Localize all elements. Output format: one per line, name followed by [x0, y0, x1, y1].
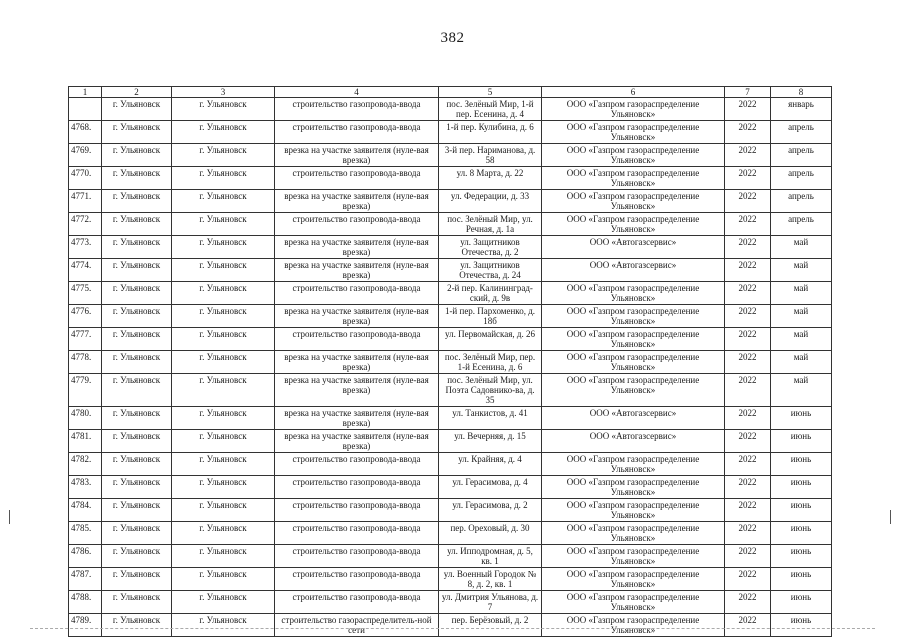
table-row	[69, 236, 832, 259]
work-type-cell: врезка на участке заявителя (нуле-вая врезка)	[275, 236, 439, 259]
organization-cell: ООО «Газпром газораспределение Ульяновск»	[542, 591, 725, 614]
work-type-cell: строительство газопровода-ввода	[275, 568, 439, 591]
row-number	[69, 98, 102, 121]
settlement-cell: г. Ульяновск	[172, 568, 275, 591]
row-number: 4783.	[69, 476, 102, 499]
column-header: 3	[172, 87, 275, 98]
row-number: 4778.	[69, 351, 102, 374]
municipality-cell: г. Ульяновск	[102, 568, 172, 591]
work-type-cell: строительство газораспределитель-ной сети	[275, 614, 439, 637]
organization-cell: ООО «Газпром газораспределение Ульяновск»	[542, 522, 725, 545]
address-cell: ул. 8 Марта, д. 22	[439, 167, 542, 190]
address-cell: пос. Зелёный Мир, ул. Поэта Садовнико-ва, д. 35	[439, 374, 542, 407]
year-cell: 2022	[725, 98, 771, 121]
table-row	[69, 351, 832, 374]
month-cell: май	[771, 305, 832, 328]
year-cell: 2022	[725, 167, 771, 190]
municipality-cell: г. Ульяновск	[102, 328, 172, 351]
table-row	[69, 614, 832, 637]
work-type-cell: строительство газопровода-ввода	[275, 476, 439, 499]
row-number: 4779.	[69, 374, 102, 407]
month-cell: апрель	[771, 167, 832, 190]
table-row	[69, 213, 832, 236]
municipality-cell: г. Ульяновск	[102, 121, 172, 144]
municipality-cell: г. Ульяновск	[102, 522, 172, 545]
table-row	[69, 568, 832, 591]
organization-cell: ООО «Газпром газораспределение Ульяновск»	[542, 374, 725, 407]
row-number: 4789.	[69, 614, 102, 637]
year-cell: 2022	[725, 430, 771, 453]
settlement-cell: г. Ульяновск	[172, 121, 275, 144]
settlement-cell: г. Ульяновск	[172, 351, 275, 374]
month-cell: июнь	[771, 499, 832, 522]
municipality-cell: г. Ульяновск	[102, 614, 172, 637]
settlement-cell: г. Ульяновск	[172, 305, 275, 328]
municipality-cell: г. Ульяновск	[102, 591, 172, 614]
row-number: 4780.	[69, 407, 102, 430]
table-row	[69, 305, 832, 328]
table-row	[69, 430, 832, 453]
month-cell: апрель	[771, 121, 832, 144]
organization-cell: ООО «Газпром газораспределение Ульяновск»	[542, 213, 725, 236]
municipality-cell: г. Ульяновск	[102, 282, 172, 305]
organization-cell: ООО «Газпром газораспределение Ульяновск»	[542, 144, 725, 167]
page-number: 382	[440, 30, 465, 46]
settlement-cell: г. Ульяновск	[172, 213, 275, 236]
work-type-cell: строительство газопровода-ввода	[275, 499, 439, 522]
month-cell: июнь	[771, 476, 832, 499]
row-number: 4770.	[69, 167, 102, 190]
work-type-cell: строительство газопровода-ввода	[275, 167, 439, 190]
municipality-cell: г. Ульяновск	[102, 499, 172, 522]
table-row	[69, 121, 832, 144]
address-cell: пер. Ореховый, д. 30	[439, 522, 542, 545]
table-row	[69, 282, 832, 305]
month-cell: апрель	[771, 213, 832, 236]
left-margin-mark	[9, 510, 10, 524]
row-number: 4773.	[69, 236, 102, 259]
month-cell: июнь	[771, 522, 832, 545]
work-type-cell: строительство газопровода-ввода	[275, 545, 439, 568]
year-cell: 2022	[725, 476, 771, 499]
table-row	[69, 591, 832, 614]
month-cell: май	[771, 328, 832, 351]
row-number: 4771.	[69, 190, 102, 213]
year-cell: 2022	[725, 591, 771, 614]
address-cell: 3-й пер. Нариманова, д. 58	[439, 144, 542, 167]
month-cell: май	[771, 259, 832, 282]
row-number: 4769.	[69, 144, 102, 167]
organization-cell: ООО «Газпром газораспределение Ульяновск»	[542, 282, 725, 305]
year-cell: 2022	[725, 282, 771, 305]
settlement-cell: г. Ульяновск	[172, 430, 275, 453]
month-cell: июнь	[771, 407, 832, 430]
column-header: 4	[275, 87, 439, 98]
work-type-cell: строительство газопровода-ввода	[275, 453, 439, 476]
municipality-cell: г. Ульяновск	[102, 236, 172, 259]
table-row	[69, 476, 832, 499]
row-number: 4781.	[69, 430, 102, 453]
settlement-cell: г. Ульяновск	[172, 374, 275, 407]
work-type-cell: строительство газопровода-ввода	[275, 328, 439, 351]
column-header: 1	[69, 87, 102, 98]
address-cell: пос. Зелёный Мир, 1-й пер. Есенина, д. 4	[439, 98, 542, 121]
table-row	[69, 407, 832, 430]
table-row	[69, 499, 832, 522]
address-cell: 2-й пер. Калининград-ский, д. 9в	[439, 282, 542, 305]
month-cell: июнь	[771, 591, 832, 614]
row-number: 4777.	[69, 328, 102, 351]
organization-cell: ООО «Газпром газораспределение Ульяновск»	[542, 190, 725, 213]
year-cell: 2022	[725, 374, 771, 407]
table-row	[69, 374, 832, 407]
settlement-cell: г. Ульяновск	[172, 499, 275, 522]
organization-cell: ООО «Газпром газораспределение Ульяновск»	[542, 98, 725, 121]
organization-cell: ООО «Газпром газораспределение Ульяновск»	[542, 328, 725, 351]
table-header-row	[69, 87, 832, 98]
settlement-cell: г. Ульяновск	[172, 282, 275, 305]
settlement-cell: г. Ульяновск	[172, 328, 275, 351]
address-cell: ул. Федерации, д. 33	[439, 190, 542, 213]
right-margin-mark	[890, 510, 891, 524]
year-cell: 2022	[725, 522, 771, 545]
table-row	[69, 144, 832, 167]
address-cell: 1-й пер. Кулибина, д. 6	[439, 121, 542, 144]
row-number: 4776.	[69, 305, 102, 328]
year-cell: 2022	[725, 453, 771, 476]
settlement-cell: г. Ульяновск	[172, 190, 275, 213]
settlement-cell: г. Ульяновск	[172, 614, 275, 637]
municipality-cell: г. Ульяновск	[102, 476, 172, 499]
organization-cell: ООО «Автогазсервис»	[542, 236, 725, 259]
organization-cell: ООО «Газпром газораспределение Ульяновск»	[542, 453, 725, 476]
address-cell: ул. Защитников Отечества, д. 2	[439, 236, 542, 259]
address-cell: ул. Дмитрия Ульянова, д. 7	[439, 591, 542, 614]
address-cell: ул. Защитников Отечества, д. 24	[439, 259, 542, 282]
month-cell: май	[771, 236, 832, 259]
address-cell: пос. Зелёный Мир, ул. Речная, д. 1а	[439, 213, 542, 236]
year-cell: 2022	[725, 499, 771, 522]
column-header: 6	[542, 87, 725, 98]
organization-cell: ООО «Автогазсервис»	[542, 430, 725, 453]
municipality-cell: г. Ульяновск	[102, 545, 172, 568]
table-row	[69, 98, 832, 121]
year-cell: 2022	[725, 305, 771, 328]
organization-cell: ООО «Газпром газораспределение Ульяновск»	[542, 568, 725, 591]
municipality-cell: г. Ульяновск	[102, 144, 172, 167]
work-type-cell: строительство газопровода-ввода	[275, 591, 439, 614]
address-cell: ул. Крайняя, д. 4	[439, 453, 542, 476]
settlement-cell: г. Ульяновск	[172, 144, 275, 167]
year-cell: 2022	[725, 259, 771, 282]
organization-cell: ООО «Автогазсервис»	[542, 407, 725, 430]
work-type-cell: врезка на участке заявителя (нуле-вая врезка)	[275, 351, 439, 374]
table-row	[69, 259, 832, 282]
address-cell: ул. Танкистов, д. 41	[439, 407, 542, 430]
column-header: 5	[439, 87, 542, 98]
work-type-cell: строительство газопровода-ввода	[275, 98, 439, 121]
year-cell: 2022	[725, 121, 771, 144]
municipality-cell: г. Ульяновск	[102, 190, 172, 213]
month-cell: май	[771, 374, 832, 407]
work-type-cell: врезка на участке заявителя (нуле-вая врезка)	[275, 190, 439, 213]
organization-cell: ООО «Газпром газораспределение Ульяновск»	[542, 167, 725, 190]
municipality-cell: г. Ульяновск	[102, 351, 172, 374]
month-cell: апрель	[771, 190, 832, 213]
year-cell: 2022	[725, 144, 771, 167]
organization-cell: ООО «Газпром газораспределение Ульяновск»	[542, 545, 725, 568]
address-cell: ул. Вечерняя, д. 15	[439, 430, 542, 453]
table-row	[69, 190, 832, 213]
table-row	[69, 545, 832, 568]
municipality-cell: г. Ульяновск	[102, 374, 172, 407]
year-cell: 2022	[725, 213, 771, 236]
municipality-cell: г. Ульяновск	[102, 453, 172, 476]
year-cell: 2022	[725, 236, 771, 259]
row-number: 4772.	[69, 213, 102, 236]
row-number: 4786.	[69, 545, 102, 568]
column-header: 8	[771, 87, 832, 98]
month-cell: июнь	[771, 568, 832, 591]
table-row	[69, 167, 832, 190]
municipality-cell: г. Ульяновск	[102, 167, 172, 190]
organization-cell: ООО «Газпром газораспределение Ульяновск»	[542, 305, 725, 328]
organization-cell: ООО «Автогазсервис»	[542, 259, 725, 282]
organization-cell: ООО «Газпром газораспределение Ульяновск»	[542, 614, 725, 637]
year-cell: 2022	[725, 614, 771, 637]
settlement-cell: г. Ульяновск	[172, 236, 275, 259]
address-cell: 1-й пер. Пархоменко, д. 18б	[439, 305, 542, 328]
municipality-cell: г. Ульяновск	[102, 305, 172, 328]
month-cell: июнь	[771, 430, 832, 453]
address-cell: ул. Герасимова, д. 2	[439, 499, 542, 522]
row-number: 4787.	[69, 568, 102, 591]
column-header: 7	[725, 87, 771, 98]
address-cell: ул. Первомайская, д. 26	[439, 328, 542, 351]
month-cell: май	[771, 282, 832, 305]
row-number: 4775.	[69, 282, 102, 305]
settlement-cell: г. Ульяновск	[172, 522, 275, 545]
work-type-cell: врезка на участке заявителя (нуле-вая врезка)	[275, 374, 439, 407]
year-cell: 2022	[725, 190, 771, 213]
work-type-cell: врезка на участке заявителя (нуле-вая врезка)	[275, 407, 439, 430]
work-type-cell: врезка на участке заявителя (нуле-вая врезка)	[275, 259, 439, 282]
settlement-cell: г. Ульяновск	[172, 259, 275, 282]
settlement-cell: г. Ульяновск	[172, 407, 275, 430]
municipality-cell: г. Ульяновск	[102, 213, 172, 236]
bottom-edge-rule	[30, 628, 875, 629]
table-row	[69, 522, 832, 545]
column-header: 2	[102, 87, 172, 98]
year-cell: 2022	[725, 351, 771, 374]
organization-cell: ООО «Газпром газораспределение Ульяновск»	[542, 499, 725, 522]
address-cell: ул. Ипподромная, д. 5, кв. 1	[439, 545, 542, 568]
work-type-cell: врезка на участке заявителя (нуле-вая врезка)	[275, 305, 439, 328]
month-cell: апрель	[771, 144, 832, 167]
settlement-cell: г. Ульяновск	[172, 591, 275, 614]
year-cell: 2022	[725, 328, 771, 351]
month-cell: июнь	[771, 614, 832, 637]
month-cell: июнь	[771, 545, 832, 568]
table-row	[69, 453, 832, 476]
work-type-cell: врезка на участке заявителя (нуле-вая врезка)	[275, 144, 439, 167]
settlement-cell: г. Ульяновск	[172, 98, 275, 121]
municipality-cell: г. Ульяновск	[102, 259, 172, 282]
table-body	[69, 98, 832, 637]
table-row	[69, 328, 832, 351]
year-cell: 2022	[725, 407, 771, 430]
work-type-cell: строительство газопровода-ввода	[275, 522, 439, 545]
municipality-cell: г. Ульяновск	[102, 407, 172, 430]
municipality-cell: г. Ульяновск	[102, 430, 172, 453]
year-cell: 2022	[725, 568, 771, 591]
row-number: 4785.	[69, 522, 102, 545]
work-type-cell: строительство газопровода-ввода	[275, 213, 439, 236]
settlement-cell: г. Ульяновск	[172, 476, 275, 499]
settlement-cell: г. Ульяновск	[172, 453, 275, 476]
row-number: 4788.	[69, 591, 102, 614]
month-cell: июнь	[771, 453, 832, 476]
organization-cell: ООО «Газпром газораспределение Ульяновск»	[542, 476, 725, 499]
work-type-cell: строительство газопровода-ввода	[275, 282, 439, 305]
municipality-cell: г. Ульяновск	[102, 98, 172, 121]
address-cell: ул. Военный Городок № 8, д. 2, кв. 1	[439, 568, 542, 591]
work-type-cell: врезка на участке заявителя (нуле-вая врезка)	[275, 430, 439, 453]
settlement-cell: г. Ульяновск	[172, 167, 275, 190]
settlement-cell: г. Ульяновск	[172, 545, 275, 568]
row-number: 4782.	[69, 453, 102, 476]
row-number: 4784.	[69, 499, 102, 522]
organization-cell: ООО «Газпром газораспределение Ульяновск»	[542, 351, 725, 374]
address-cell: пер. Берёзовый, д. 2	[439, 614, 542, 637]
month-cell: январь	[771, 98, 832, 121]
organization-cell: ООО «Газпром газораспределение Ульяновск»	[542, 121, 725, 144]
row-number: 4768.	[69, 121, 102, 144]
address-cell: ул. Герасимова, д. 4	[439, 476, 542, 499]
address-cell: пос. Зелёный Мир, пер. 1-й Есенина, д. 6	[439, 351, 542, 374]
year-cell: 2022	[725, 545, 771, 568]
month-cell: май	[771, 351, 832, 374]
row-number: 4774.	[69, 259, 102, 282]
work-type-cell: строительство газопровода-ввода	[275, 121, 439, 144]
gas-connection-table	[68, 86, 832, 637]
